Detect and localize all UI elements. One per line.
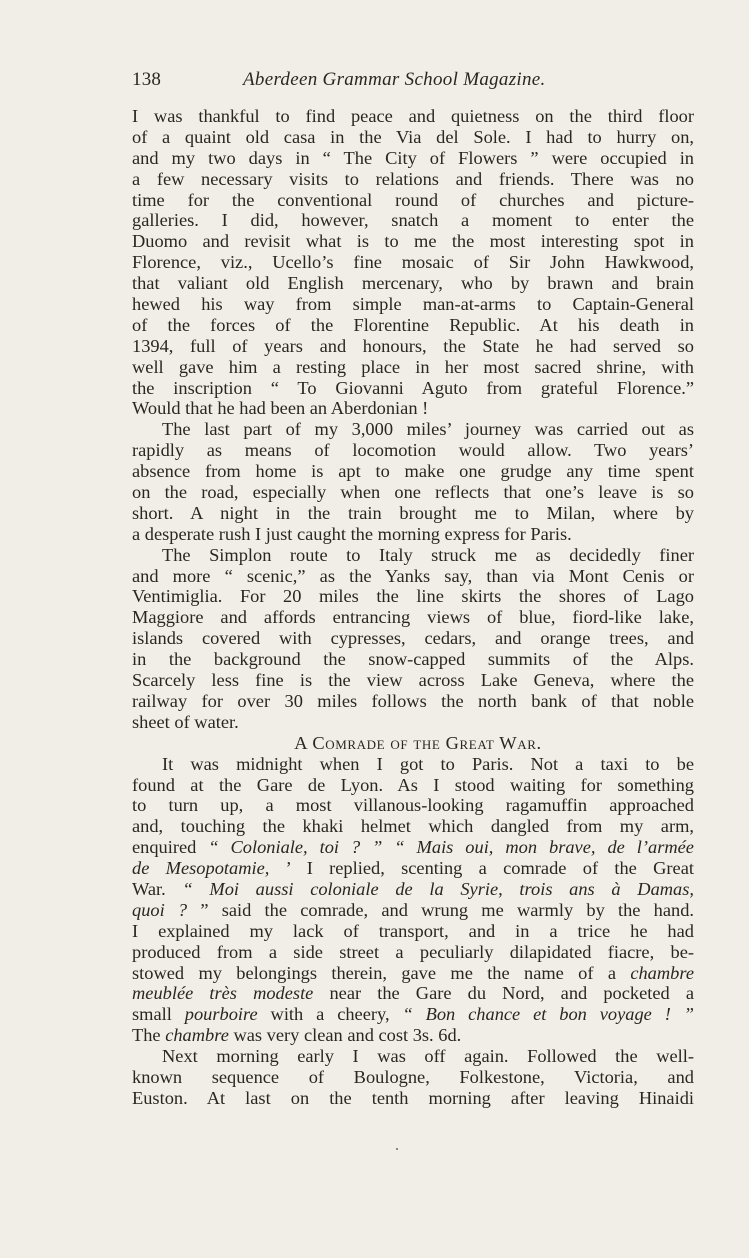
text-line: known sequence of Boulogne, Folkestone, Victoria, and bbox=[132, 1066, 694, 1087]
text-run: small bbox=[132, 1004, 185, 1025]
text-line: and, touching the khaki helmet which dangled from my arm, bbox=[132, 816, 694, 837]
text-line: and my two days in “ The City of Flowers ” were occupied in bbox=[132, 147, 694, 168]
text-line: railway for over 30 miles follows the north bank of that noble bbox=[132, 690, 694, 711]
print-speck bbox=[396, 1148, 398, 1150]
text-line: time for the conventional round of churches and picture- bbox=[132, 189, 694, 210]
text-line: galleries. I did, however, snatch a moment to enter the bbox=[132, 210, 694, 231]
text-line bbox=[132, 1004, 694, 1025]
text-line bbox=[132, 837, 694, 858]
text-line: Florence, viz., Ucello’s fine mosaic of Sir John Hawkwood, bbox=[132, 252, 694, 273]
text-line: a few necessary visits to relations and friends. There was no bbox=[132, 168, 694, 189]
italic-term: pourboire bbox=[184, 1004, 258, 1025]
text-line: short. A night in the train brought me to Milan, where by bbox=[132, 502, 694, 523]
text-line: Euston. At last on the tenth morning after leaving Hinaidi bbox=[132, 1087, 694, 1108]
text-run: near the Gare du Nord, and pocketed a bbox=[313, 983, 694, 1004]
text-line bbox=[132, 1025, 694, 1046]
italic-term: chambre bbox=[165, 1025, 229, 1046]
italic-term: chambre bbox=[630, 962, 694, 983]
text-line: Maggiore and affords entrancing views of blue, fiord-like lake, bbox=[132, 607, 694, 628]
text-line: Scarcely less fine is the view across Lake Geneva, where the bbox=[132, 670, 694, 691]
text-line: and more “ scenic,” as the Yanks say, than via Mont Cenis or bbox=[132, 565, 694, 586]
text-line: The Simplon route to Italy struck me as decidedly finer bbox=[162, 544, 694, 565]
text-line: Ventimiglia. For 20 miles the line skirts the shores of Lago bbox=[132, 586, 694, 607]
text-line bbox=[132, 963, 694, 984]
italic-quote: “ Coloniale, toi ? ” bbox=[208, 837, 383, 858]
text-line bbox=[132, 858, 694, 879]
text-line bbox=[132, 900, 694, 921]
text-line: of a quaint old casa in the Via del Sole. I had to hurry on, bbox=[132, 126, 694, 147]
article-body bbox=[132, 106, 694, 1109]
text-line: absence from home is apt to make one grudge any time spent bbox=[132, 461, 694, 482]
text-run bbox=[382, 837, 394, 857]
italic-quote: quoi ? bbox=[132, 899, 201, 920]
running-title: Aberdeen Grammar School Magazine. bbox=[243, 69, 546, 90]
italic-quote: de Mesopotamie, bbox=[132, 858, 270, 879]
text-run: enquired bbox=[132, 837, 209, 858]
text-run: stowed my belongings therein, gave me the name of a bbox=[132, 962, 631, 983]
text-line: sheet of water. bbox=[132, 711, 239, 732]
text-line: 1394, full of years and honours, the State he had served so bbox=[132, 335, 694, 356]
italic-quote: “ Moi aussi coloniale de la Syrie, trois ans à Damas, bbox=[182, 878, 694, 899]
text-run: The bbox=[132, 1025, 166, 1046]
page-number: 138 bbox=[132, 69, 162, 90]
text-line: It was midnight when I got to Paris. Not a taxi to be bbox=[162, 753, 694, 774]
text-run: with a cheery, bbox=[257, 1004, 403, 1025]
italic-quote: “ Bon chance et bon voyage ! ” bbox=[402, 1004, 694, 1025]
text-line: that valiant old English mercenary, who by brawn and brain bbox=[132, 273, 694, 294]
text-line: Would that he had been an Aberdonian ! bbox=[132, 398, 429, 419]
page-header bbox=[132, 66, 672, 94]
italic-quote: “ Mais oui, mon brave, de l’armée bbox=[394, 837, 694, 858]
text-line: in the background the snow-capped summits of the Alps. bbox=[132, 649, 694, 670]
text-line: a desperate rush I just caught the morning express for Paris. bbox=[132, 523, 572, 544]
text-line bbox=[132, 879, 694, 900]
italic-term: meublée très modeste bbox=[132, 983, 314, 1004]
text-line: Next morning early I was off again. Followed the well- bbox=[162, 1046, 694, 1067]
text-line: the inscription “ To Giovanni Aguto from grateful Florence.” bbox=[132, 377, 694, 398]
text-line: Duomo and revisit what is to me the most interesting spot in bbox=[132, 231, 694, 252]
text-line: well gave him a resting place in her most sacred shrine, with bbox=[132, 356, 694, 377]
text-run: ’ I replied, scenting a comrade of the Great bbox=[269, 858, 694, 879]
text-run: was very clean and cost 3s. 6d. bbox=[228, 1025, 462, 1046]
text-line: I explained my lack of transport, and in a trice he had bbox=[132, 920, 694, 941]
text-line: islands covered with cypresses, cedars, and orange trees, and bbox=[132, 628, 694, 649]
text-line: rapidly as means of locomotion would allow. Two years’ bbox=[132, 440, 694, 461]
text-line: produced from a side street a peculiarly dilapidated fiacre, be- bbox=[132, 941, 694, 962]
text-line: to turn up, a most villanous-looking ragamuffin approached bbox=[132, 795, 694, 816]
text-line: of the forces of the Florentine Republic. At his death in bbox=[132, 314, 694, 335]
text-run: ” said the comrade, and wrung me warmly by the hand. bbox=[200, 899, 695, 920]
text-line: hewed his way from simple man-at-arms to Captain-General bbox=[132, 294, 694, 315]
text-line: The last part of my 3,000 miles’ journey was carried out as bbox=[162, 419, 694, 440]
text-run: War. bbox=[132, 878, 183, 899]
text-line: found at the Gare de Lyon. As I stood waiting for something bbox=[132, 774, 694, 795]
text-line: I was thankful to find peace and quietness on the third floor bbox=[132, 106, 694, 126]
section-heading: A Comrade of the Great War. bbox=[294, 732, 542, 753]
text-line: on the road, especially when one reflects that one’s leave is so bbox=[132, 482, 694, 503]
text-line bbox=[132, 983, 694, 1004]
